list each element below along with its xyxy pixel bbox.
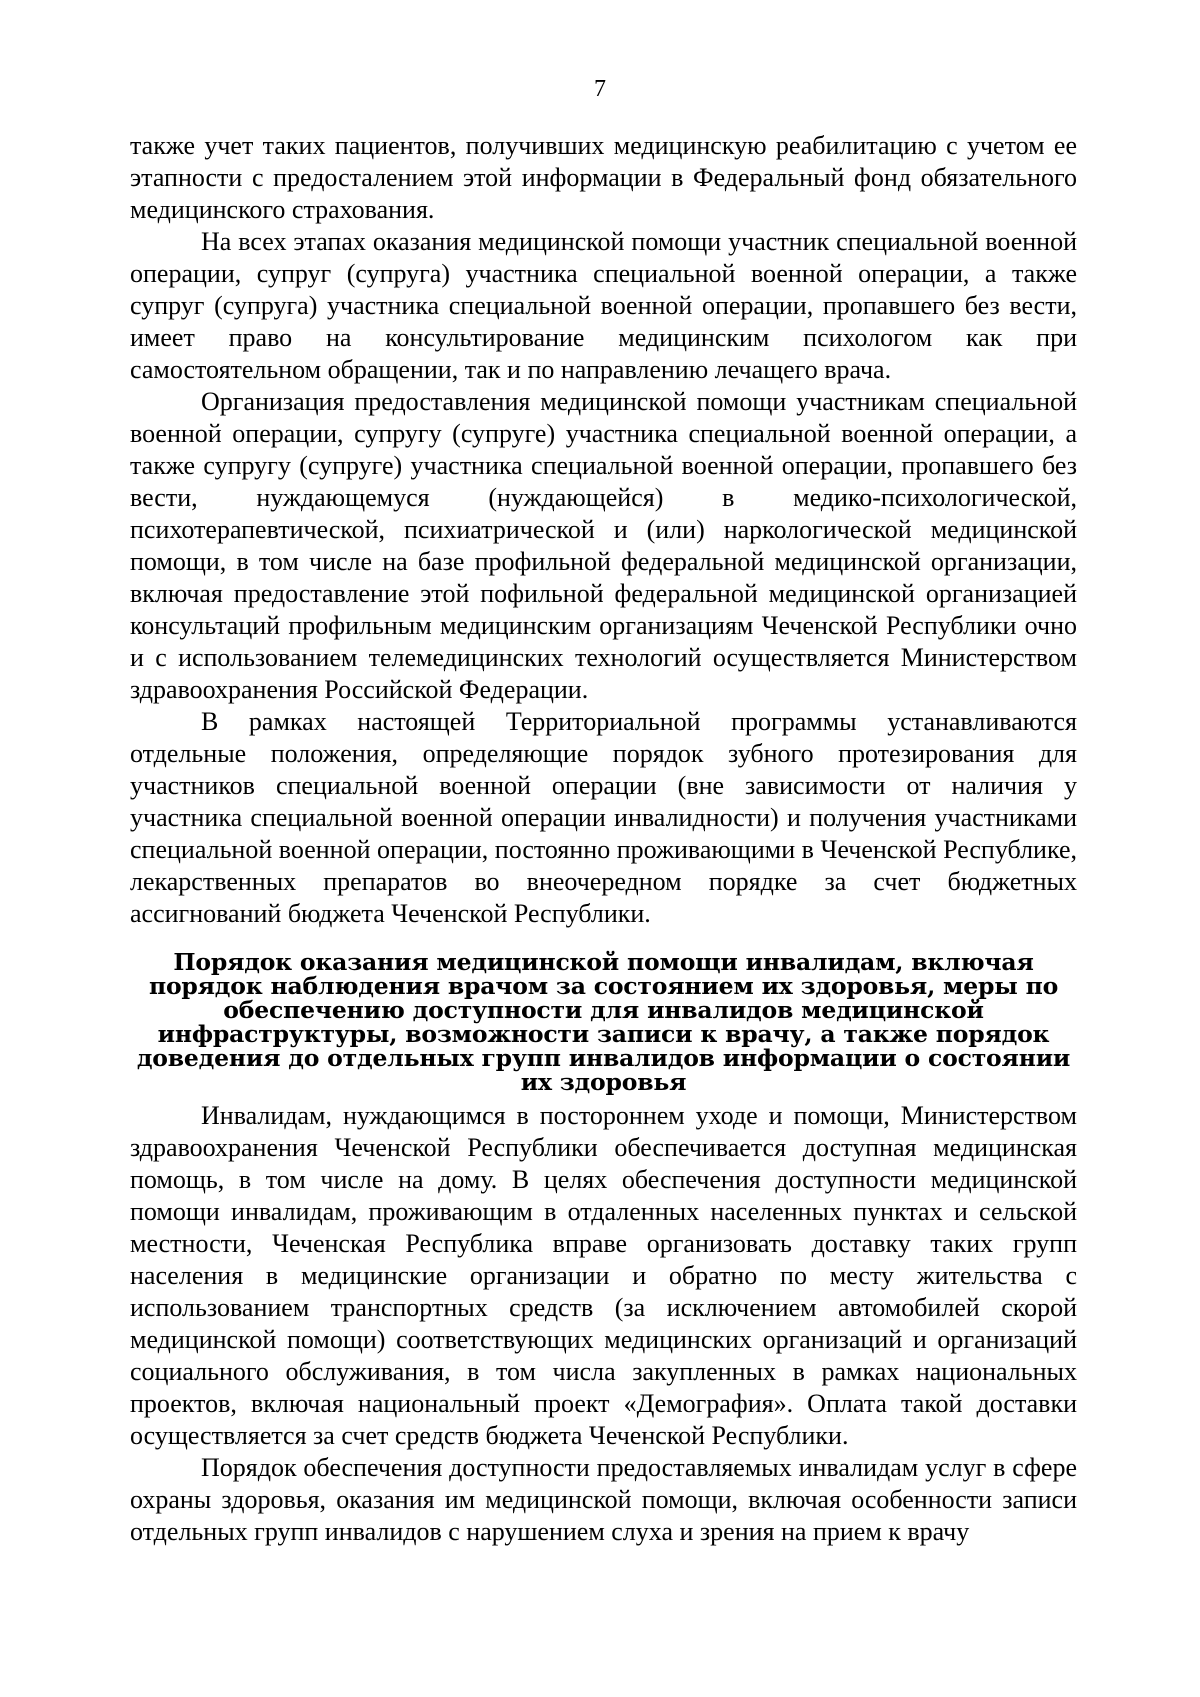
paragraph-medical-care-organization: Организация предоставления медицинской помощи участникам специальной военной операции, супругу (супруге) участника специальной военной операции, а также супругу (супруге) участника специальной военной операции, пропавшего без вести, нуждающемуся (нуждающейся) в медико-психологической, психотерапевтической, психиатрической и (или) наркологической медицинской помощи, в том числе на базе профильной федеральной медицинской организации, включая предоставление этой пофильной федеральной медицинской организацией консультаций профильным медицинским организациям Чеченской Республики очно и с использованием телемедицинских технологий осуществляется Министерством здравоохранения Российской Федерации.: [130, 387, 1077, 704]
section-heading: Порядок оказания медицинской помощи инвалидам, включая порядок наблюдения врачом за состоянием их здоровья, меры по обеспечению доступности для инвалидов медицинской инфраструктуры, возможности записи к врачу, а также порядок доведения до отдельных групп инвалидов информации о состоянии их здоровья: [136, 948, 1071, 1096]
document-body: [130, 130, 1077, 1548]
paragraph-accessibility-procedure: Порядок обеспечения доступности предоставляемых инвалидам услуг в сфере охраны здоровья, оказания им медицинской помощи, включая особенности записи отдельных групп инвалидов с нарушением слуха и зрения на прием к врачу: [130, 1453, 1077, 1546]
paragraph-continuation: также учет таких пациентов, получивших медицинскую реабилитацию с учетом ее этапности с предосталением этой информации в Федеральный фонд обязательного медицинского страхования.: [130, 131, 1077, 224]
page-number: 7: [594, 76, 606, 102]
paragraph-disabled-care: Инвалидам, нуждающимся в постороннем уходе и помощи, Министерством здравоохранения Чеченской Республики обеспечивается доступная медицинская помощь, в том числе на дому. В целях обеспечения доступности медицинской помощи инвалидам, проживающим в отдаленных населенных пунктах и сельской местности, Чеченская Республика вправе организовать доставку таких групп населения в медицинские организации и обратно по месту жительства с использованием транспортных средств (за исключением автомобилей скорой медицинской помощи) соответствующих медицинских организаций и организаций социального обслуживания, в том числа закупленных в рамках национальных проектов, включая национальный проект «Демография». Оплата такой доставки осуществляется за счет средств бюджета Чеченской Республики.: [130, 1101, 1077, 1450]
paragraph-dental-prosthetics: В рамках настоящей Территориальной программы устанавливаются отдельные положения, определяющие порядок зубного протезирования для участников специальной военной операции (вне зависимости от наличия у участника специальной военной операции инвалидности) и получения участниками специальной военной операции, постоянно проживающими в Чеченской Республике, лекарственных препаратов во внеочередном порядке за счет бюджетных ассигнований бюджета Чеченской Республики.: [130, 707, 1077, 928]
paragraph-psychologist-consultation: На всех этапах оказания медицинской помощи участник специальной военной операции, супруг (супруга) участника специальной военной операции, а также супруг (супруга) участника специальной военной операции, пропавшего без вести, имеет право на консультирование медицинским психологом как при самостоятельном обращении, так и по направлению лечащего врача.: [130, 227, 1077, 384]
